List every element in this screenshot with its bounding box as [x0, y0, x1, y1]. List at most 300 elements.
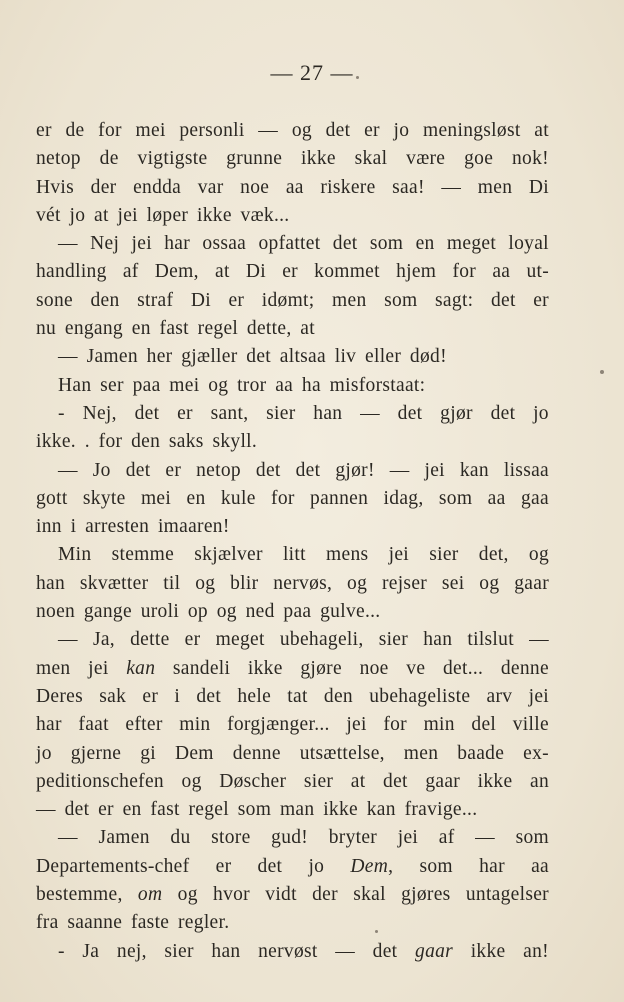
- word: og: [195, 572, 216, 594]
- word: tat: [287, 685, 308, 707]
- word: det: [257, 855, 283, 877]
- word: imaaren!: [157, 516, 230, 538]
- text-line: [36, 315, 549, 343]
- word: denne: [500, 657, 549, 679]
- word: og: [177, 884, 198, 906]
- word: for: [98, 431, 123, 453]
- word: netop: [36, 148, 81, 170]
- word: baade: [457, 742, 505, 764]
- word: peditionschefen: [36, 770, 164, 792]
- word: men: [36, 657, 71, 679]
- word: —: [58, 827, 78, 849]
- word: —: [475, 827, 495, 849]
- word: en: [131, 318, 151, 340]
- word: det: [332, 233, 358, 255]
- word: Han: [58, 374, 92, 396]
- word: ve: [406, 657, 426, 679]
- word: ser: [100, 374, 124, 396]
- word: er: [215, 855, 232, 877]
- word: dette,: [246, 318, 292, 340]
- word: —: [36, 799, 56, 821]
- word: jei: [397, 827, 419, 849]
- word: i: [70, 516, 77, 538]
- word: og: [291, 120, 312, 141]
- word: den: [90, 289, 120, 311]
- word: jei: [346, 714, 367, 736]
- word: stemme: [111, 544, 175, 566]
- word: faat: [78, 714, 109, 736]
- word: Dem,: [350, 855, 394, 877]
- word: liv: [334, 346, 357, 368]
- text-line: [36, 570, 549, 598]
- word: dette: [130, 629, 170, 651]
- word: være: [406, 148, 446, 170]
- word: store: [211, 827, 251, 849]
- word: —: [58, 629, 78, 651]
- word: og: [528, 544, 549, 566]
- word: ikke: [470, 940, 506, 962]
- word: skjælver: [194, 544, 263, 566]
- word: er: [282, 261, 298, 283]
- word: det: [490, 289, 516, 311]
- word: og: [208, 374, 229, 396]
- word: aa: [275, 374, 294, 396]
- word: personli: [179, 120, 245, 141]
- word: altsaa: [279, 346, 326, 368]
- word: jei: [117, 204, 138, 226]
- word: de: [99, 148, 119, 170]
- word: kan: [459, 459, 489, 481]
- word: Ja: [82, 940, 100, 962]
- word: uroli: [140, 601, 180, 623]
- word: ned: [245, 601, 275, 623]
- word: straf: [137, 289, 174, 311]
- word: regler.: [178, 912, 230, 934]
- word: bryter: [328, 827, 378, 849]
- word: .: [84, 431, 90, 453]
- word: Dem: [174, 742, 214, 764]
- word: forgjænger...: [227, 714, 330, 736]
- word: saks: [168, 431, 204, 453]
- word: at: [534, 120, 549, 141]
- word: gott: [36, 487, 68, 509]
- word: -: [58, 402, 65, 424]
- word: det: [246, 346, 272, 368]
- word: Hvis: [36, 176, 75, 198]
- word: nej,: [116, 940, 147, 962]
- word: paa: [283, 601, 312, 623]
- word: paa: [132, 374, 161, 396]
- word: ikke: [197, 204, 232, 226]
- text-line: [36, 117, 549, 145]
- text-line: [36, 740, 549, 768]
- word: gud!: [271, 827, 309, 849]
- word: er: [364, 120, 380, 141]
- word: der: [90, 176, 117, 198]
- word: det...: [442, 657, 484, 679]
- word: idømt;: [261, 289, 315, 311]
- text-line: [36, 145, 549, 173]
- text-line: [36, 881, 549, 909]
- word: saa!: [392, 176, 425, 198]
- word: —: [58, 346, 78, 368]
- word: —: [58, 233, 78, 255]
- word: har: [479, 855, 505, 877]
- word: mens: [326, 544, 369, 566]
- word: kan: [126, 657, 156, 679]
- word: vigtigste: [137, 148, 208, 170]
- text-line: [36, 711, 549, 739]
- word: Min: [58, 544, 92, 566]
- word: an: [529, 770, 549, 792]
- word: ville: [512, 714, 549, 736]
- text-line: [36, 400, 549, 428]
- word: ut-: [526, 261, 549, 283]
- word: det: [490, 402, 516, 424]
- word: hjem: [396, 261, 437, 283]
- word: jei: [388, 544, 410, 566]
- word: er: [228, 289, 245, 311]
- word: eller: [365, 346, 402, 368]
- word: er: [142, 685, 159, 707]
- word: Dem,: [154, 261, 199, 283]
- word: Di: [245, 261, 266, 283]
- word: jo: [393, 120, 410, 141]
- word: saanne: [67, 912, 123, 934]
- word: og: [216, 601, 237, 623]
- word: men: [332, 289, 367, 311]
- word: bestemme,: [36, 884, 123, 906]
- word: skyte: [82, 487, 126, 509]
- word: det: [372, 940, 398, 962]
- word: fravige...: [404, 799, 478, 821]
- word: han: [36, 572, 66, 594]
- word: mei: [135, 120, 166, 141]
- word: at: [350, 770, 366, 792]
- word: denne: [232, 742, 281, 764]
- text-line: [36, 230, 549, 258]
- word: er: [533, 289, 549, 311]
- word: det: [397, 402, 423, 424]
- word: Departements-chef: [36, 855, 190, 877]
- word: at: [214, 261, 230, 283]
- word: gi: [140, 742, 156, 764]
- word: har: [36, 714, 62, 736]
- word: fast: [159, 318, 189, 340]
- word: gjøre: [300, 657, 342, 679]
- word: arresten: [85, 516, 150, 538]
- word: det: [196, 685, 222, 707]
- word: at: [94, 204, 109, 226]
- word: kan: [366, 799, 396, 821]
- word: er: [165, 459, 182, 481]
- word: faste: [130, 912, 170, 934]
- word: regel: [188, 799, 229, 821]
- page-number: — 27 —: [270, 60, 354, 85]
- word: det: [64, 799, 90, 821]
- word: nu: [36, 318, 57, 340]
- word: som: [515, 827, 549, 849]
- word: endda: [133, 176, 182, 198]
- text-line: [36, 655, 549, 683]
- word: er: [98, 799, 114, 821]
- text-line: [36, 428, 549, 456]
- word: løper: [146, 204, 189, 226]
- word: en: [186, 487, 206, 509]
- word: opfattet: [258, 233, 321, 255]
- word: kule: [220, 487, 256, 509]
- word: meget: [215, 629, 265, 651]
- word: en: [122, 799, 142, 821]
- word: Jamen: [98, 827, 150, 849]
- word: sak: [99, 685, 127, 707]
- text-line: [36, 938, 549, 966]
- word: idag,: [383, 487, 424, 509]
- word: gjør!: [335, 459, 375, 481]
- word: gjæller: [181, 346, 238, 368]
- text-line: [36, 598, 549, 626]
- word: aa: [531, 855, 549, 877]
- word: tilslut: [467, 629, 514, 651]
- paper-speck: [356, 76, 359, 79]
- word: som: [419, 855, 453, 877]
- word: min: [423, 714, 455, 736]
- word: og: [479, 572, 500, 594]
- word: jo: [533, 402, 549, 424]
- word: sant,: [210, 402, 249, 424]
- word: sier: [164, 940, 194, 962]
- word: hvor: [213, 884, 250, 906]
- word: aa: [285, 176, 304, 198]
- word: skyll.: [212, 431, 258, 453]
- word: Jo: [92, 459, 111, 481]
- paper-speck: [375, 930, 378, 933]
- word: ubehageli,: [279, 629, 364, 651]
- word: jo: [36, 742, 52, 764]
- word: som: [384, 289, 418, 311]
- word: Di: [190, 289, 211, 311]
- word: den: [131, 431, 161, 453]
- word: hele: [237, 685, 272, 707]
- word: det: [383, 770, 408, 792]
- word: sei: [441, 572, 465, 594]
- word: for: [383, 714, 407, 736]
- word: han: [211, 940, 241, 962]
- word: jei: [88, 657, 109, 679]
- word: og: [181, 770, 202, 792]
- word: for: [98, 120, 122, 141]
- word: Deres: [36, 685, 83, 707]
- word: aa: [492, 261, 511, 283]
- word: meningsløst: [423, 120, 521, 141]
- word: litt: [282, 544, 306, 566]
- word: skvætter: [79, 572, 149, 594]
- word: —: [441, 176, 462, 198]
- word: loyal: [508, 233, 549, 255]
- text-line: [36, 909, 549, 937]
- word: noe: [359, 657, 389, 679]
- text-line: [36, 343, 549, 371]
- word: noe: [240, 176, 270, 198]
- text-line: [36, 824, 549, 852]
- word: ikke: [323, 799, 358, 821]
- word: min: [179, 714, 211, 736]
- word: jei: [528, 685, 549, 707]
- body-text: [36, 117, 549, 966]
- word: væk...: [240, 204, 290, 226]
- word: misforstaat:: [329, 374, 426, 396]
- word: an!: [523, 940, 549, 962]
- word: utsættelse,: [299, 742, 385, 764]
- word: Jamen: [86, 346, 138, 368]
- word: de: [65, 120, 85, 141]
- word: Ja,: [92, 629, 115, 651]
- word: men: [477, 176, 513, 198]
- word: Nej,: [82, 402, 117, 424]
- paper-speck: [600, 370, 604, 374]
- word: mei: [169, 374, 200, 396]
- text-line: [36, 287, 549, 315]
- word: op: [187, 601, 208, 623]
- word: netop: [196, 459, 241, 481]
- word: men: [403, 742, 439, 764]
- word: mei: [140, 487, 172, 509]
- word: gaar: [514, 572, 549, 594]
- word: det: [325, 120, 351, 141]
- word: ubehageliste: [369, 685, 471, 707]
- text-line: [36, 513, 549, 541]
- word: Nej: [90, 233, 120, 255]
- word: død!: [409, 346, 447, 368]
- word: ha: [301, 374, 321, 396]
- word: af: [122, 261, 139, 283]
- word: om: [137, 884, 163, 906]
- word: arv: [486, 685, 513, 707]
- word: var: [197, 176, 224, 198]
- word: man: [279, 799, 315, 821]
- word: rejser: [381, 572, 428, 594]
- word: er: [36, 120, 52, 141]
- word: fra: [36, 912, 59, 934]
- text-line: [36, 626, 549, 654]
- word: inn: [36, 516, 62, 538]
- word: —: [58, 459, 78, 481]
- word: er: [177, 402, 193, 424]
- word: for: [271, 487, 295, 509]
- word: untagelser: [465, 884, 549, 906]
- word: regel: [197, 318, 239, 340]
- word: ikke: [247, 657, 283, 679]
- word: handling: [36, 261, 107, 283]
- text-line: [36, 796, 549, 824]
- word: sier: [303, 770, 334, 792]
- word: der: [312, 884, 338, 906]
- word: Di: [528, 176, 549, 198]
- word: af: [438, 827, 455, 849]
- text-line: [36, 853, 549, 881]
- word: ossaa: [202, 233, 247, 255]
- word: ikke: [477, 770, 513, 792]
- word: og: [347, 572, 368, 594]
- word: tror: [237, 374, 267, 396]
- word: sier: [378, 629, 409, 651]
- word: det: [134, 402, 160, 424]
- word: sagt:: [435, 289, 474, 311]
- word: her: [146, 346, 173, 368]
- word: jo: [308, 855, 325, 877]
- word: del: [471, 714, 497, 736]
- word: sandeli: [172, 657, 231, 679]
- word: du: [170, 827, 191, 849]
- word: er: [184, 629, 201, 651]
- word: riskere: [320, 176, 376, 198]
- word: vidt: [265, 884, 297, 906]
- word: i: [174, 685, 181, 707]
- word: —: [389, 459, 410, 481]
- word: jei: [131, 233, 152, 255]
- word: gjøres: [401, 884, 451, 906]
- word: nervøst: [258, 940, 318, 962]
- word: -: [58, 940, 65, 962]
- text-line: [36, 683, 549, 711]
- word: —: [360, 402, 380, 424]
- text-line: [36, 485, 549, 513]
- word: gaa: [520, 487, 549, 509]
- text-line: [36, 457, 549, 485]
- word: —: [335, 940, 356, 962]
- text-line: [36, 541, 549, 569]
- word: meget: [446, 233, 497, 255]
- word: gulve...: [320, 601, 381, 623]
- text-line: [36, 258, 549, 286]
- word: ex-: [523, 742, 549, 764]
- word: det: [255, 459, 281, 481]
- word: efter: [125, 714, 163, 736]
- word: Døscher: [219, 770, 287, 792]
- word: sier: [429, 544, 459, 566]
- word: pannen: [310, 487, 369, 509]
- word: sone: [36, 289, 73, 311]
- word: han: [313, 402, 343, 424]
- word: blir: [230, 572, 259, 594]
- word: ikke.: [36, 431, 76, 453]
- word: ikke: [301, 148, 336, 170]
- word: nok!: [512, 148, 549, 170]
- word: lissaa: [503, 459, 549, 481]
- word: —: [529, 629, 549, 651]
- word: gjør: [440, 402, 473, 424]
- word: aa: [487, 487, 506, 509]
- word: nervøs,: [273, 572, 333, 594]
- word: gjerne: [70, 742, 122, 764]
- word: for: [452, 261, 477, 283]
- word: som: [369, 233, 404, 255]
- word: har: [164, 233, 191, 255]
- word: som: [237, 799, 272, 821]
- word: skal: [354, 148, 388, 170]
- word: jo: [69, 204, 86, 226]
- text-line: [36, 202, 549, 230]
- word: noen: [36, 601, 76, 623]
- word: en: [415, 233, 435, 255]
- word: vét: [36, 204, 61, 226]
- word: kommet: [314, 261, 380, 283]
- word: fast: [150, 799, 180, 821]
- text-line: [36, 174, 549, 202]
- word: det: [125, 459, 151, 481]
- word: grunne: [226, 148, 283, 170]
- word: til: [163, 572, 181, 594]
